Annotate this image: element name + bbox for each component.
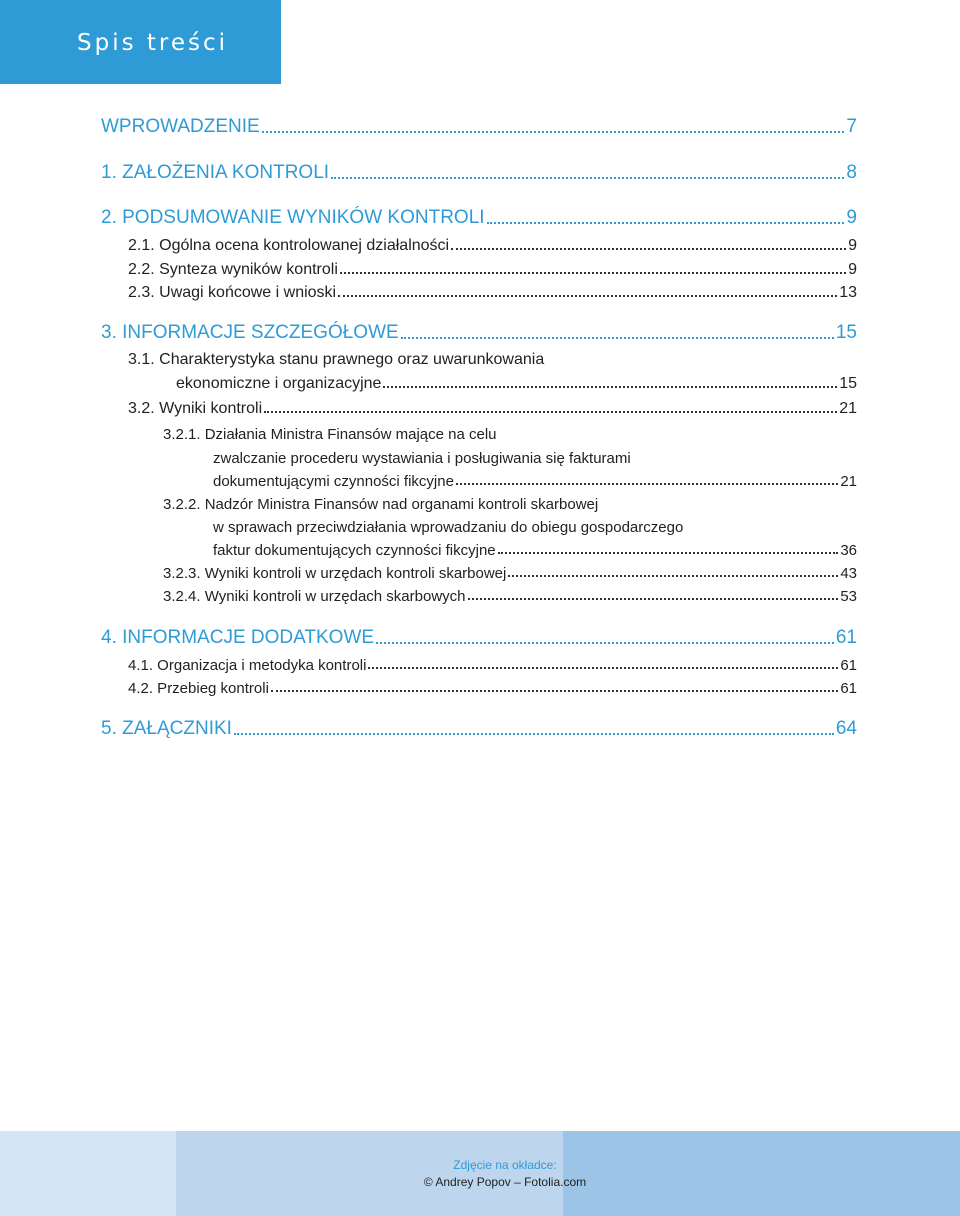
toc-entry[interactable]: [101, 716, 857, 740]
toc-entry-page: 9: [848, 261, 857, 278]
toc-entry-page: 21: [839, 400, 857, 417]
toc-entry-page: 61: [835, 627, 857, 648]
toc-entry-page: 43: [840, 565, 857, 582]
toc-entry-page: 61: [840, 657, 857, 674]
leader-dots: [271, 686, 838, 692]
toc-entry-label: 3. INFORMACJE SZCZEGÓŁOWE: [101, 322, 399, 343]
toc-entry-page: 7: [846, 116, 857, 137]
leader-dots: [451, 244, 846, 250]
photo-credit-text: © Andrey Popov – Fotolia.com: [423, 1175, 587, 1189]
toc-entry-continuation[interactable]: [176, 369, 857, 393]
toc-entry[interactable]: [101, 160, 857, 184]
toc-entry-label: 3.2.1. Działania Ministra Finansów mające na celu: [163, 426, 497, 443]
leader-dots: [508, 571, 838, 577]
leader-dots: [331, 173, 844, 179]
leader-dots: [468, 594, 839, 600]
page-title: Spis treści: [77, 30, 229, 56]
toc-entry-label: 5. ZAŁĄCZNIKI: [101, 718, 232, 739]
toc-entry-page: 53: [840, 588, 857, 605]
toc-entry[interactable]: [128, 255, 857, 279]
toc-entry-label: 2.2. Synteza wyników kontroli: [128, 261, 338, 278]
toc-entry[interactable]: [163, 558, 857, 582]
toc-entry-page: 8: [846, 162, 857, 183]
toc-entry[interactable]: [101, 114, 857, 138]
toc-entry-label: 4.1. Organizacja i metodyka kontroli: [128, 657, 367, 674]
toc-entry-page: 13: [839, 284, 857, 301]
toc-entry[interactable]: [101, 625, 857, 649]
leader-dots: [376, 638, 834, 644]
toc-entry-label: 3.2. Wyniki kontroli: [128, 400, 263, 417]
toc-entry[interactable]: [128, 278, 857, 302]
footer-band-mid: [176, 1131, 563, 1216]
toc-entry[interactable]: [163, 419, 857, 443]
toc-entry-label: 1. ZAŁOŻENIA KONTROLI: [101, 162, 330, 183]
toc-entry[interactable]: [163, 489, 857, 513]
leader-dots: [368, 663, 838, 669]
photo-credit-label: Zdjęcie na okładce:: [453, 1158, 557, 1172]
toc-entry[interactable]: [163, 581, 857, 605]
toc-entry-label: w sprawach przeciwdziałania wprowadzaniu do obiegu gospodarczego: [213, 519, 684, 536]
leader-dots: [264, 407, 837, 413]
toc-entry-continuation[interactable]: [213, 466, 857, 490]
toc-entry-continuation[interactable]: [213, 512, 857, 536]
toc-entry-page: 64: [835, 718, 857, 739]
footer-band-dark: [563, 1131, 960, 1216]
footer-band-light: [0, 1131, 176, 1216]
toc-entry-label: 3.1. Charakterystyka stanu prawnego oraz uwarunkowania: [128, 351, 545, 368]
toc-entry-label: dokumentującymi czynności fikcyjne: [213, 473, 454, 490]
toc-entry[interactable]: [128, 394, 857, 418]
toc-entry-page: 21: [840, 473, 857, 490]
toc-entry-label: 2. PODSUMOWANIE WYNIKÓW KONTROLI: [101, 207, 485, 228]
toc-entry-continuation[interactable]: [213, 535, 857, 559]
toc-entry-label: ekonomiczne i organizacyjne: [176, 375, 382, 392]
toc-entry-page: 15: [835, 322, 857, 343]
leader-dots: [401, 333, 834, 339]
toc-entry-label: zwalczanie procederu wystawiania i posługiwania się fakturami: [213, 450, 631, 467]
leader-dots: [340, 268, 846, 274]
toc-entry-page: 9: [846, 207, 857, 228]
toc-entry[interactable]: [128, 673, 857, 697]
toc-entry-label: 4. INFORMACJE DODATKOWE: [101, 627, 375, 648]
toc-entry[interactable]: [128, 650, 857, 674]
toc-entry[interactable]: [101, 320, 857, 344]
toc-entry-label: 3.2.2. Nadzór Ministra Finansów nad organami kontroli skarbowej: [163, 496, 599, 513]
toc-entry-page: 36: [840, 542, 857, 559]
leader-dots: [456, 479, 838, 485]
leader-dots: [487, 218, 845, 224]
toc-entry-page: 61: [840, 680, 857, 697]
toc-entry[interactable]: [128, 231, 857, 255]
footer-band: [0, 1131, 960, 1216]
toc-entry-continuation[interactable]: [213, 443, 857, 467]
toc-entry-label: faktur dokumentujących czynności fikcyjne: [213, 542, 496, 559]
toc-entry-label: 4.2. Przebieg kontroli: [128, 680, 269, 697]
toc-entry[interactable]: [101, 205, 857, 229]
toc-entry-label: 3.2.3. Wyniki kontroli w urzędach kontroli skarbowej: [163, 565, 507, 582]
toc-entry-label: 2.3. Uwagi końcowe i wnioski: [128, 284, 337, 301]
toc-entry-page: 9: [848, 237, 857, 254]
leader-dots: [338, 291, 837, 297]
toc-entry-label: 2.1. Ogólna ocena kontrolowanej działalności: [128, 237, 450, 254]
leader-dots: [234, 729, 834, 735]
toc-entry-label: WPROWADZENIE: [101, 116, 260, 137]
leader-dots: [498, 548, 839, 554]
leader-dots: [383, 382, 837, 388]
toc-entry-label: 3.2.4. Wyniki kontroli w urzędach skarbowych: [163, 588, 466, 605]
leader-dots: [262, 127, 845, 133]
toc-entry-page: 15: [839, 375, 857, 392]
toc-entry[interactable]: [128, 345, 857, 369]
